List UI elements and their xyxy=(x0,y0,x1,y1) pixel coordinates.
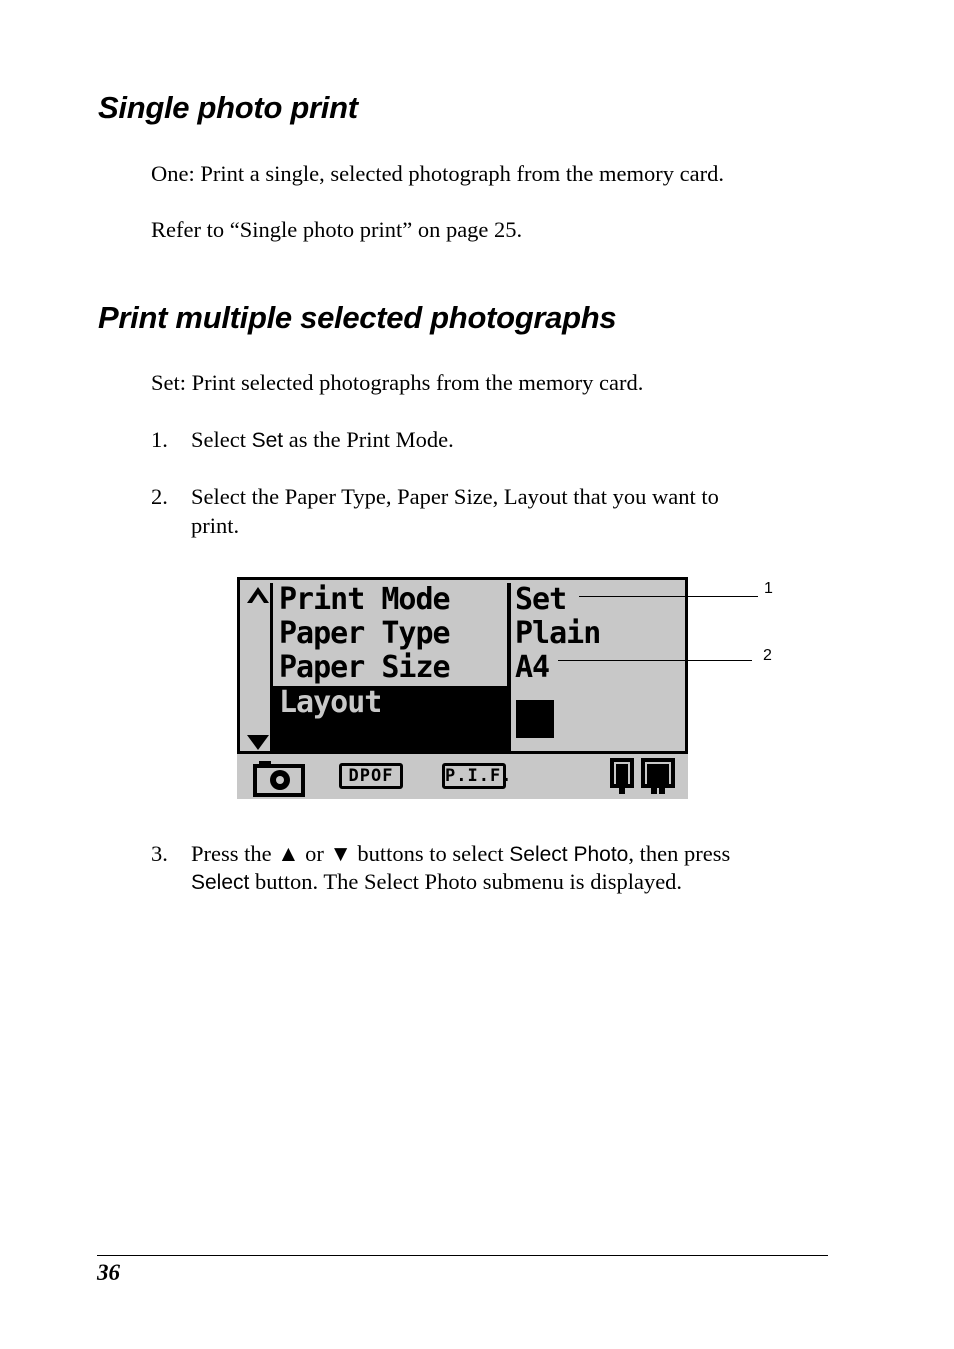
pif-tag: P.I.F. xyxy=(442,763,506,789)
footer-rule xyxy=(97,1255,828,1256)
step-1-text: Select Set as the Print Mode. xyxy=(191,427,454,452)
ink-cartridge-icon xyxy=(609,758,677,796)
ui-term-select-photo: Select Photo xyxy=(509,843,629,866)
menu-item-print-mode: Print Mode xyxy=(279,582,450,617)
step-3-line-1: Press the ▲ or ▼ buttons to select Select Photo, then press xyxy=(191,841,731,866)
lcd-menu xyxy=(273,583,507,754)
menu-item-paper-size: Paper Size xyxy=(279,650,450,685)
ui-term-set: Set xyxy=(251,429,284,452)
lcd-status-icons xyxy=(237,754,688,799)
paragraph-set: Set: Print selected photographs from the memory card. xyxy=(151,370,644,395)
ui-term-select: Select xyxy=(191,871,250,894)
value-set: Set xyxy=(515,582,567,617)
step-1-number: 1. xyxy=(151,427,168,452)
step-3-line-2: Select button. The Select Photo submenu is displayed. xyxy=(191,869,683,894)
lcd-frame xyxy=(237,577,688,754)
menu-item-paper-type: Paper Type xyxy=(279,616,450,651)
step-2-line-2: print. xyxy=(191,513,240,538)
scrollbar xyxy=(243,583,273,754)
value-plain: Plain xyxy=(515,616,601,651)
step-2-line-1: Select the Paper Type, Paper Size, Layout that you want to xyxy=(191,484,719,509)
lcd-divider xyxy=(507,583,511,754)
scroll-down-arrow-icon xyxy=(247,735,269,750)
paragraph-refer: Refer to “Single photo print” on page 25. xyxy=(151,217,523,242)
step-3-number: 3. xyxy=(151,841,168,866)
callout-line-2 xyxy=(558,660,752,661)
menu-item-layout-selected: Layout xyxy=(273,686,507,754)
callout-number-2: 2 xyxy=(763,647,772,664)
heading-single-photo-print: Single photo print xyxy=(98,90,358,125)
callout-number-1: 1 xyxy=(764,580,773,597)
step-2-number: 2. xyxy=(151,484,168,509)
dpof-tag: DPOF xyxy=(339,763,403,789)
paragraph-one: One: Print a single, selected photograph from the memory card. xyxy=(151,161,724,186)
heading-print-multiple: Print multiple selected photographs xyxy=(98,300,617,335)
callout-line-1 xyxy=(579,596,758,597)
lcd-screen xyxy=(237,577,688,799)
camera-icon xyxy=(253,759,305,797)
value-a4: A4 xyxy=(515,650,550,685)
page-number: 36 xyxy=(97,1260,120,1285)
layout-square-icon xyxy=(516,700,554,738)
